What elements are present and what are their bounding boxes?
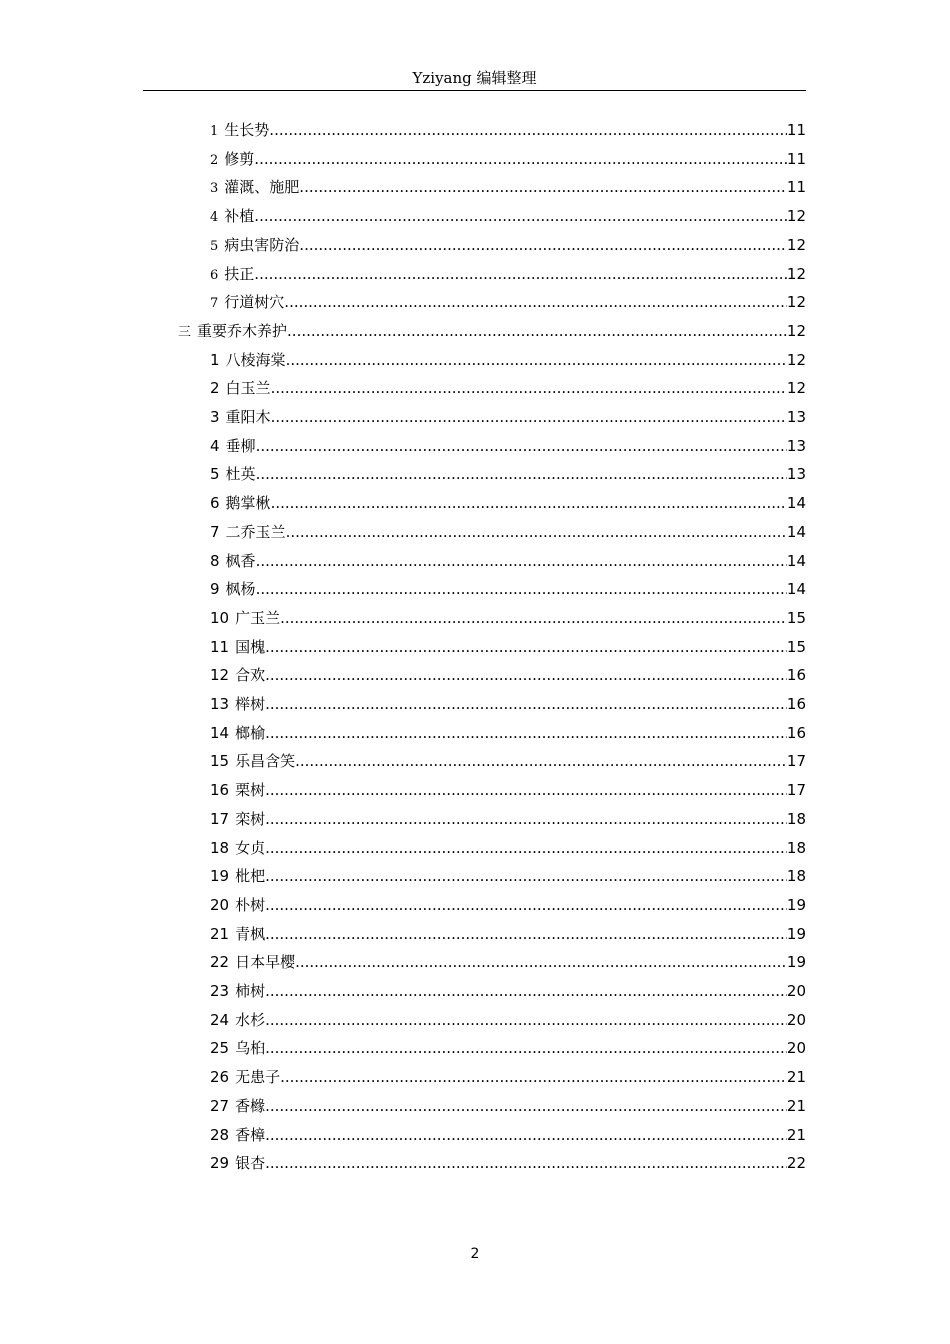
toc-entry-title: 榔榆 — [235, 723, 266, 742]
toc-entry-number: 23 — [210, 982, 230, 1000]
toc-entry-page: 17 — [786, 752, 806, 771]
toc-entry-number: 21 — [210, 924, 230, 943]
toc-entry-page: 20 — [786, 1010, 806, 1029]
toc-entry[interactable] — [210, 1006, 806, 1034]
toc-entry-page: 11 — [786, 149, 806, 168]
toc-leader-dots — [286, 346, 787, 374]
toc-entry-title: 补植 — [224, 207, 255, 226]
toc-entry-page: 15 — [786, 608, 806, 627]
toc-entry-title: 日本早樱 — [235, 953, 296, 972]
toc-entry-number: 17 — [210, 809, 230, 828]
toc-entry-title: 无患子 — [235, 1068, 281, 1087]
toc-entry-page: 21 — [786, 1096, 806, 1115]
toc-entry-number: 7 — [210, 296, 219, 312]
toc-entry-page: 16 — [786, 723, 806, 742]
toc-entry[interactable] — [210, 1121, 806, 1149]
toc-entry-page: 12 — [786, 379, 806, 398]
toc-entry[interactable] — [210, 690, 806, 718]
toc-entry-title: 合欢 — [235, 666, 266, 685]
toc-entry[interactable] — [210, 260, 806, 288]
toc-entry-number: 19 — [210, 867, 230, 886]
toc-leader-dots — [265, 834, 787, 862]
toc-entry-title: 香樟 — [235, 1125, 266, 1144]
toc-entry-title: 生长势 — [224, 121, 270, 139]
toc-leader-dots — [256, 547, 787, 575]
toc-entry[interactable] — [210, 346, 806, 374]
toc-entry-page: 13 — [786, 436, 806, 455]
toc-entry-number: 5 — [210, 238, 219, 254]
toc-entry-number: 4 — [210, 436, 220, 455]
toc-entry[interactable] — [210, 805, 806, 833]
toc-entry-page: 18 — [786, 838, 806, 857]
toc-entry-number: 7 — [210, 522, 220, 541]
toc-entry-number: 28 — [210, 1125, 230, 1144]
toc-entry[interactable] — [210, 948, 806, 976]
toc-entry-number: 29 — [210, 1154, 230, 1173]
toc-entry[interactable] — [210, 747, 806, 775]
toc-leader-dots — [265, 1006, 787, 1034]
toc-entry[interactable] — [210, 661, 806, 689]
toc-entry[interactable] — [210, 719, 806, 747]
toc-entry[interactable] — [210, 1034, 806, 1062]
toc-leader-dots — [299, 231, 787, 259]
toc-entry[interactable] — [210, 977, 806, 1005]
toc-entry-page: 19 — [786, 953, 806, 972]
toc-leader-dots — [254, 260, 787, 288]
toc-entry-page: 14 — [786, 494, 806, 513]
toc-entry[interactable] — [210, 834, 806, 862]
toc-entry-title: 修剪 — [224, 149, 255, 168]
toc-entry-page: 13 — [786, 408, 806, 426]
toc-entry-page: 13 — [786, 465, 806, 484]
toc-entry[interactable] — [210, 633, 806, 661]
toc-entry-title: 朴树 — [235, 895, 266, 914]
toc-entry-number: 20 — [210, 895, 230, 914]
toc-entry-title: 青枫 — [235, 924, 266, 943]
toc-entry-number: 9 — [210, 580, 220, 599]
header-title: Yziyang 编辑整理 — [412, 69, 537, 87]
toc-leader-dots — [265, 719, 787, 747]
toc-leader-dots — [265, 862, 787, 890]
toc-entry-title: 柿树 — [235, 982, 266, 1000]
toc-leader-dots — [265, 977, 787, 1005]
toc-entry-page: 15 — [786, 637, 806, 656]
toc-entry[interactable] — [210, 776, 806, 804]
toc-entry-number: 11 — [210, 637, 230, 656]
toc-leader-dots — [295, 948, 787, 976]
toc-leader-dots — [265, 891, 787, 919]
toc-entry-page: 12 — [786, 350, 806, 369]
toc-entry-page: 19 — [786, 895, 806, 914]
toc-leader-dots — [265, 920, 787, 948]
toc-entry-title: 栗树 — [235, 781, 266, 800]
toc-entry-number: 22 — [210, 953, 230, 972]
toc-entry-page: 17 — [786, 781, 806, 800]
toc-entry-number: 3 — [210, 408, 220, 426]
toc-entry-title: 枇杷 — [235, 867, 266, 886]
toc-entry[interactable] — [178, 317, 806, 345]
toc-leader-dots — [254, 145, 787, 173]
toc-entry-page: 12 — [786, 321, 806, 340]
toc-entry-page: 22 — [786, 1154, 806, 1173]
toc-entry-number: 三 — [178, 324, 192, 340]
page-number: 2 — [470, 1246, 480, 1262]
toc-entry[interactable] — [210, 116, 806, 144]
toc-entry-title: 杜英 — [225, 465, 256, 484]
toc-leader-dots — [299, 173, 787, 201]
toc-entry-page: 19 — [786, 924, 806, 943]
toc-leader-dots — [265, 1092, 787, 1120]
toc-entry-title: 香橼 — [235, 1096, 266, 1115]
toc-entry-number: 26 — [210, 1068, 230, 1087]
toc-entry-page: 14 — [786, 551, 806, 570]
toc-entry-page: 14 — [786, 522, 806, 541]
toc-leader-dots — [265, 1034, 787, 1062]
toc-leader-dots — [280, 604, 787, 632]
toc-leader-dots — [256, 575, 787, 603]
toc-leader-dots — [271, 374, 787, 402]
toc-entry-title: 行道树穴 — [224, 293, 285, 312]
toc-entry-page: 11 — [786, 121, 806, 139]
toc-entry-title: 女贞 — [235, 838, 266, 857]
page-header — [143, 68, 806, 91]
toc-leader-dots — [286, 518, 787, 546]
toc-entry-title: 八棱海棠 — [225, 350, 286, 369]
toc-entry-page: 21 — [786, 1068, 806, 1087]
toc-leader-dots — [265, 1149, 787, 1177]
toc-entry[interactable] — [210, 862, 806, 890]
toc-entry-title: 重要乔木养护 — [197, 321, 288, 340]
toc-leader-dots — [256, 432, 787, 460]
toc-entry[interactable] — [210, 575, 806, 603]
toc-entry-number: 2 — [210, 152, 219, 168]
toc-entry-number: 27 — [210, 1096, 230, 1115]
toc-leader-dots — [265, 690, 787, 718]
toc-entry[interactable] — [210, 231, 806, 259]
toc-entry[interactable] — [210, 403, 806, 431]
toc-entry-page: 20 — [786, 982, 806, 1000]
toc-entry-number: 24 — [210, 1010, 230, 1029]
toc-entry-number: 18 — [210, 838, 230, 857]
toc-entry-number: 5 — [210, 465, 220, 484]
toc-entry[interactable] — [210, 604, 806, 632]
toc-entry[interactable] — [210, 288, 806, 316]
toc-leader-dots — [269, 116, 787, 144]
toc-entry[interactable] — [210, 374, 806, 402]
toc-entry-title: 榉树 — [235, 695, 266, 713]
toc-entry-title: 垂柳 — [225, 436, 256, 455]
toc-leader-dots — [265, 1121, 787, 1149]
toc-entry-title: 国槐 — [235, 637, 266, 656]
toc-entry[interactable] — [210, 1149, 806, 1177]
toc-entry-page: 14 — [786, 580, 806, 599]
toc-entry-title: 水杉 — [235, 1010, 266, 1029]
toc-leader-dots — [271, 403, 787, 431]
toc-entry-number: 2 — [210, 379, 220, 398]
toc-entry-number: 12 — [210, 666, 230, 685]
toc-leader-dots — [284, 288, 787, 316]
toc-leader-dots — [254, 202, 787, 230]
toc-entry-number: 25 — [210, 1039, 230, 1058]
toc-entry-title: 枫杨 — [225, 580, 256, 599]
toc-entry-number: 10 — [210, 608, 230, 627]
toc-entry-title: 二乔玉兰 — [225, 522, 286, 541]
toc-entry-number: 3 — [210, 181, 219, 197]
toc-leader-dots — [265, 633, 787, 661]
toc-entry-title: 广玉兰 — [235, 608, 281, 627]
toc-entry[interactable] — [210, 460, 806, 488]
toc-entry-number: 1 — [210, 124, 219, 139]
toc-entry-page: 18 — [786, 809, 806, 828]
toc-entry-number: 15 — [210, 752, 230, 771]
toc-entry-page: 16 — [786, 695, 806, 713]
toc-entry-title: 病虫害防治 — [224, 235, 300, 254]
toc-entry-number: 8 — [210, 551, 220, 570]
toc-entry-number: 1 — [210, 350, 220, 369]
toc-entry-page: 12 — [786, 264, 806, 283]
toc-leader-dots — [265, 661, 787, 689]
toc-entry-title: 灌溉、施肥 — [224, 178, 300, 197]
toc-entry-title: 乐昌含笑 — [235, 752, 296, 771]
toc-entry[interactable] — [210, 202, 806, 230]
toc-entry[interactable] — [210, 173, 806, 201]
toc-entry-title: 重阳木 — [225, 408, 271, 426]
page-footer — [0, 1246, 950, 1262]
toc-leader-dots — [256, 460, 787, 488]
toc-entry[interactable] — [210, 432, 806, 460]
toc-entry-title: 扶正 — [224, 264, 255, 283]
toc-leader-dots — [265, 805, 787, 833]
toc-leader-dots — [287, 317, 787, 345]
toc-entry-title: 栾树 — [235, 809, 266, 828]
toc-entry[interactable] — [210, 518, 806, 546]
toc-entry[interactable] — [210, 547, 806, 575]
toc-entry-page: 20 — [786, 1039, 806, 1058]
toc-leader-dots — [295, 747, 787, 775]
toc-entry-number: 14 — [210, 723, 230, 742]
toc-entry[interactable] — [210, 891, 806, 919]
toc-entry[interactable] — [210, 920, 806, 948]
toc-entry-number: 4 — [210, 210, 219, 226]
toc-entry-page: 16 — [786, 666, 806, 685]
toc-entry-number: 6 — [210, 494, 220, 513]
toc-entry[interactable] — [210, 1092, 806, 1120]
toc-entry-title: 白玉兰 — [225, 379, 271, 398]
toc-entry-title: 鹅掌楸 — [225, 494, 271, 513]
toc-entry-title: 乌桕 — [235, 1039, 266, 1058]
toc-entry-title: 枫香 — [225, 551, 256, 570]
toc-entry[interactable] — [210, 1063, 806, 1091]
toc-entry-number: 6 — [210, 267, 219, 283]
toc-entry-title: 银杏 — [235, 1154, 266, 1173]
toc-entry-page: 12 — [786, 207, 806, 226]
toc-entry[interactable] — [210, 489, 806, 517]
toc-leader-dots — [271, 489, 787, 517]
toc-entry[interactable] — [210, 145, 806, 173]
toc-leader-dots — [280, 1063, 787, 1091]
toc-entry-page: 12 — [786, 293, 806, 312]
toc-entry-page: 12 — [786, 235, 806, 254]
toc-entry-page: 11 — [786, 178, 806, 197]
toc-leader-dots — [265, 776, 787, 804]
toc-entry-number: 16 — [210, 781, 230, 800]
toc-entry-page: 18 — [786, 867, 806, 886]
toc-entry-number: 13 — [210, 695, 230, 713]
toc-entry-page: 21 — [786, 1125, 806, 1144]
